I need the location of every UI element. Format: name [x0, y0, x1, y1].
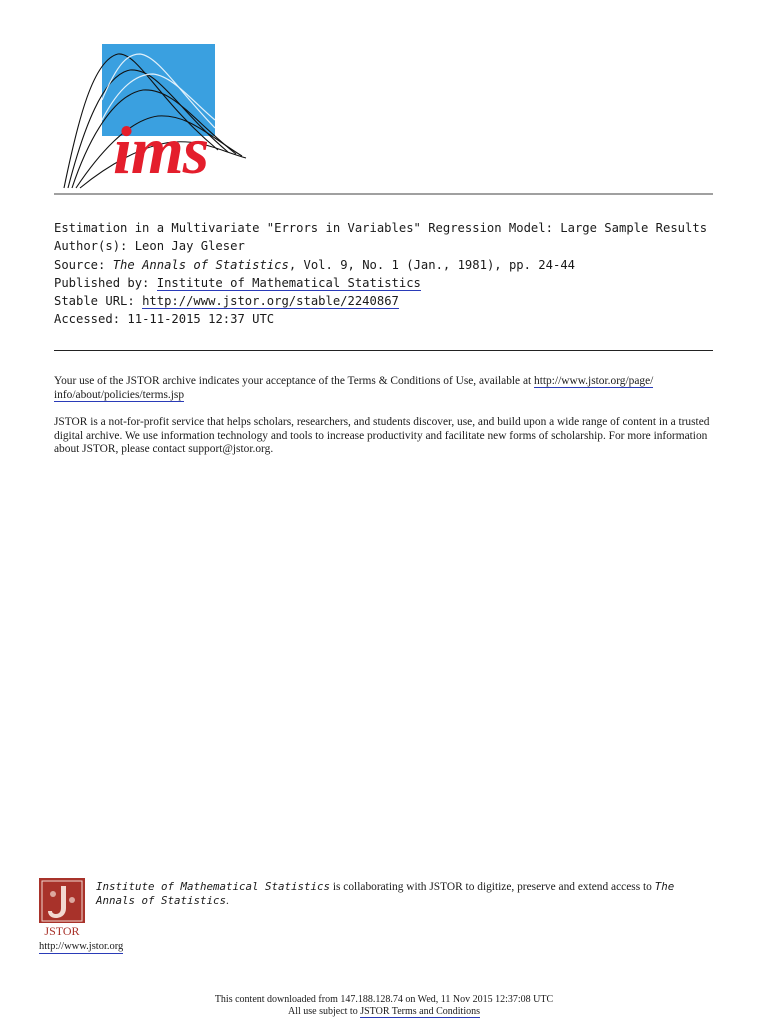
meta-divider: [54, 350, 713, 351]
stable-url-label: Stable URL:: [54, 294, 135, 309]
jstor-logo[interactable]: [39, 878, 85, 938]
source-details: , Vol. 9, No. 1 (Jan., 1981), pp. 24-44: [288, 257, 575, 272]
collaboration-notice: [96, 880, 708, 909]
stable-url-row: [54, 292, 714, 310]
collab-journal: The Annals of Statistics: [96, 880, 675, 908]
author-label: Author(s):: [54, 239, 128, 254]
source-journal: The Annals of Statistics: [112, 257, 289, 272]
source-row: [54, 256, 714, 274]
terms-paragraph: [54, 375, 716, 402]
article-title: Estimation in a Multivariate "Errors in Variables" Regression Model: Large Sample Results: [54, 221, 708, 235]
download-info: This content downloaded from 147.188.128.74 on Wed, 11 Nov 2015 12:37:08 UTC: [214, 994, 554, 1005]
publisher-row: [54, 274, 714, 292]
terms-link-part1[interactable]: http://www.jstor.org/page/: [534, 375, 654, 387]
accessed-value: 11-11-2015 12:37 UTC: [127, 312, 275, 327]
terms-text: Your use of the JSTOR archive indicates your acceptance of the Terms & Conditions of Use, available at: [54, 375, 535, 387]
jstor-info-paragraph: JSTOR is a not-for-profit service that helps scholars, researchers, and students discover, use, and build upon a wide range of content in a trusted digital archive. We use information technology and tools to increase productivity and facilitate new forms of scholarship. For more information about JSTOR, please contact support@jstor.org.: [54, 416, 710, 456]
terms-footer-line: [0, 1006, 768, 1018]
citation-block: [54, 219, 714, 329]
ims-wordmark: ims: [113, 112, 209, 188]
jstor-logo-text: JSTOR: [44, 924, 80, 938]
author-row: [54, 237, 714, 255]
terms-link-part2[interactable]: info/about/policies/terms.jsp: [54, 388, 185, 401]
stable-url-link[interactable]: http://www.jstor.org/stable/2240867: [142, 294, 399, 309]
publisher-label: Published by:: [54, 275, 150, 290]
terms-footer-prefix: All use subject to: [288, 1006, 361, 1017]
collab-publisher: Institute of Mathematical Statistics: [96, 880, 331, 893]
terms-footer-link[interactable]: JSTOR Terms and Conditions: [360, 1006, 480, 1017]
publisher-link[interactable]: Institute of Mathematical Statistics: [156, 275, 421, 290]
source-label: Source:: [54, 257, 106, 272]
accessed-row: [54, 310, 714, 328]
accessed-label: Accessed:: [54, 312, 121, 327]
collab-text: is collaborating with JSTOR to digitize, preserve and extend access to: [330, 881, 655, 893]
collab-end: .: [226, 895, 229, 908]
download-footer: [0, 994, 768, 1018]
author-name: Leon Jay Gleser: [134, 239, 245, 254]
jstor-homepage-link[interactable]: http://www.jstor.org: [39, 941, 124, 952]
top-divider: [54, 193, 713, 195]
